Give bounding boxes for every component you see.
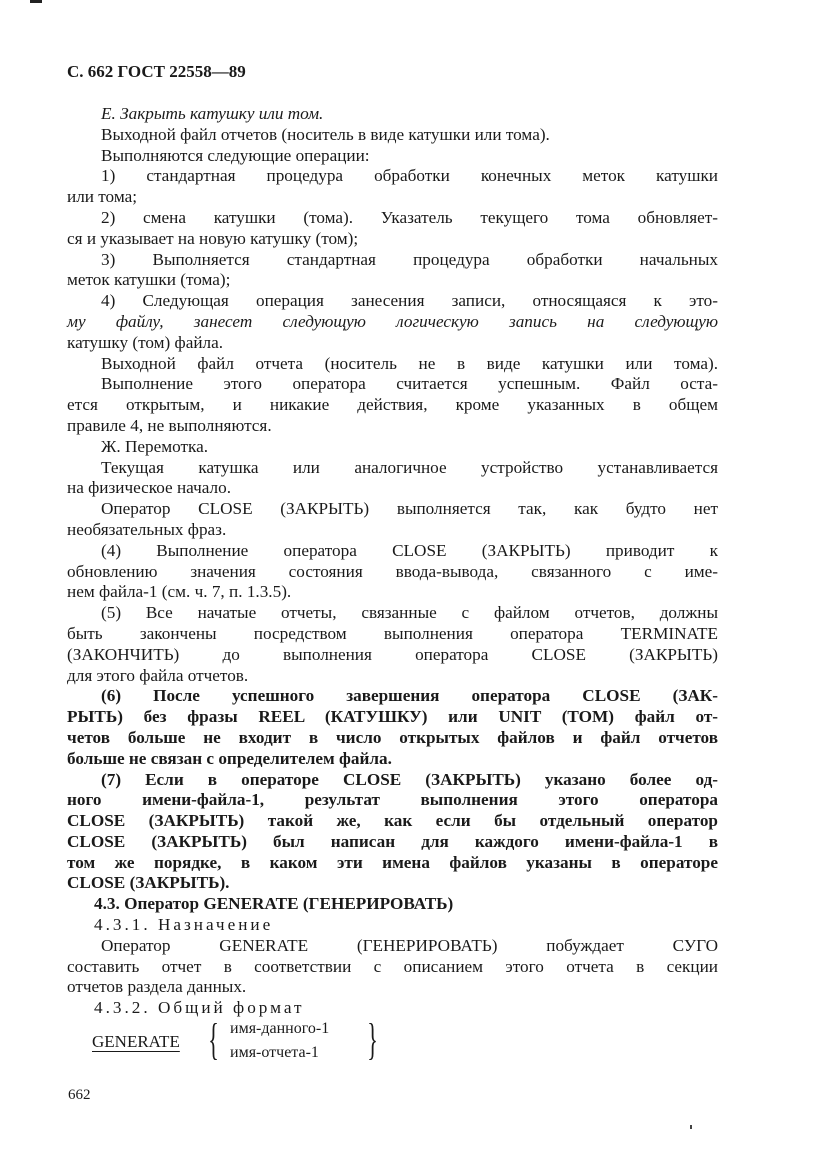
text-line: (ЗАКОНЧИТЬ) до выполнения оператора CLOSE (ЗАКРЫТЬ) — [67, 644, 718, 664]
text-line: му файлу, занесет следующую логическую запись на следующую — [67, 311, 718, 331]
text-line: обновлению значения состояния ввода-вывода, связанного с име- — [67, 561, 718, 581]
text-line: (4) Выполнение оператора CLOSE (ЗАКРЫТЬ) приводит к — [101, 540, 718, 560]
scan-mark — [690, 1125, 692, 1129]
text-line: Ж. Перемотка. — [101, 436, 209, 456]
text-line: 2) смена катушки (тома). Указатель текущего тома обновляет- — [101, 207, 718, 227]
text-line: Оператор CLOSE (ЗАКРЫТЬ) выполняется так, как будто нет — [101, 499, 718, 519]
subsection-heading: 4.3.1. Назначение — [94, 915, 274, 935]
text-line: быть закончены посредством выполнения оператора TERMINATE — [67, 623, 718, 643]
text-line: (6) После успешного завершения оператора CLOSE (ЗАК- — [101, 686, 718, 706]
text-line: катушку (том) файла. — [67, 332, 224, 352]
text-line: CLOSE (ЗАКРЫТЬ) был написан для каждого имени-файла-1 в — [67, 831, 718, 851]
syntax-option: имя-отчета-1 — [230, 1044, 319, 1061]
text-line: нем файла-1 (см. ч. 7, п. 1.3.5). — [67, 582, 292, 602]
text-line: отчетов раздела данных. — [67, 977, 247, 997]
right-brace-icon: } — [367, 1015, 378, 1064]
text-line: том же порядке, в каком эти имена файлов указаны в операторе — [67, 852, 718, 872]
text-line: для этого файла отчетов. — [67, 665, 249, 685]
text-line: РЫТЬ) без фразы REEL (КАТУШКУ) или UNIT (ТОМ) файл от- — [67, 707, 718, 727]
text-line: ся и указывает на новую катушку (том); — [67, 228, 359, 248]
text-line: составить отчет в соответствии с описанием этого отчета в секции — [67, 956, 718, 976]
text-line: (5) Все начатые отчеты, связанные с файлом отчетов, должны — [101, 603, 718, 623]
text-line: необязательных фраз. — [67, 519, 227, 539]
text-line: CLOSE (ЗАКРЫТЬ). — [67, 873, 230, 893]
scan-mark — [30, 0, 42, 3]
text-line: правиле 4, не выполняются. — [67, 415, 272, 435]
text-line: Выходной файл отчета (носитель не в виде катушки или тома). — [101, 353, 718, 373]
body-text — [67, 104, 718, 1019]
text-line: Выполняются следующие операции: — [101, 145, 370, 165]
text-line: меток катушки (тома); — [67, 270, 231, 290]
text-line: больше не связан с определителем файла. — [67, 748, 392, 768]
text-line: Выполнение этого оператора считается успешным. Файл оста- — [101, 374, 718, 394]
text-line: Выходной файл отчетов (носитель в виде катушки или тома). — [101, 124, 550, 144]
text-line: Е. Закрыть катушку или том. — [101, 104, 324, 123]
text-line: Оператор GENERATE (ГЕНЕРИРОВАТЬ) побуждает СУГО — [101, 935, 718, 955]
page-number: 662 — [68, 1087, 91, 1103]
text-line: или тома; — [67, 187, 137, 207]
syntax-keyword: GENERATE — [92, 1032, 180, 1051]
text-line: четов больше не входит в число открытых файлов и файл отчетов — [67, 727, 718, 747]
text-line: (7) Если в операторе CLOSE (ЗАКРЫТЬ) указано более од- — [101, 769, 718, 789]
text-line: 1) стандартная процедура обработки конечных меток катушки — [101, 166, 718, 186]
syntax-option: имя-данного-1 — [230, 1020, 330, 1037]
section-heading: 4.3. Оператор GENERATE (ГЕНЕРИРОВАТЬ) — [94, 894, 454, 914]
text-line: CLOSE (ЗАКРЫТЬ) такой же, как если бы отдельный оператор — [67, 811, 718, 831]
subsection-heading: 4.3.2. Общий формат — [94, 998, 305, 1018]
text-line: ного имени-файла-1, результат выполнения этого оператора — [67, 790, 718, 810]
text-line: ется открытым, и никакие действия, кроме указанных в общем — [67, 395, 718, 415]
page-header: С. 662 ГОСТ 22558—89 — [67, 62, 246, 81]
left-brace-icon: { — [208, 1015, 219, 1064]
text-line: 3) Выполняется стандартная процедура обработки начальных — [101, 249, 718, 269]
text-line: Текущая катушка или аналогичное устройство устанавливается — [101, 457, 718, 477]
text-line: 4) Следующая операция занесения записи, относящаяся к это- — [101, 291, 718, 311]
text-line: на физическое начало. — [67, 478, 232, 498]
